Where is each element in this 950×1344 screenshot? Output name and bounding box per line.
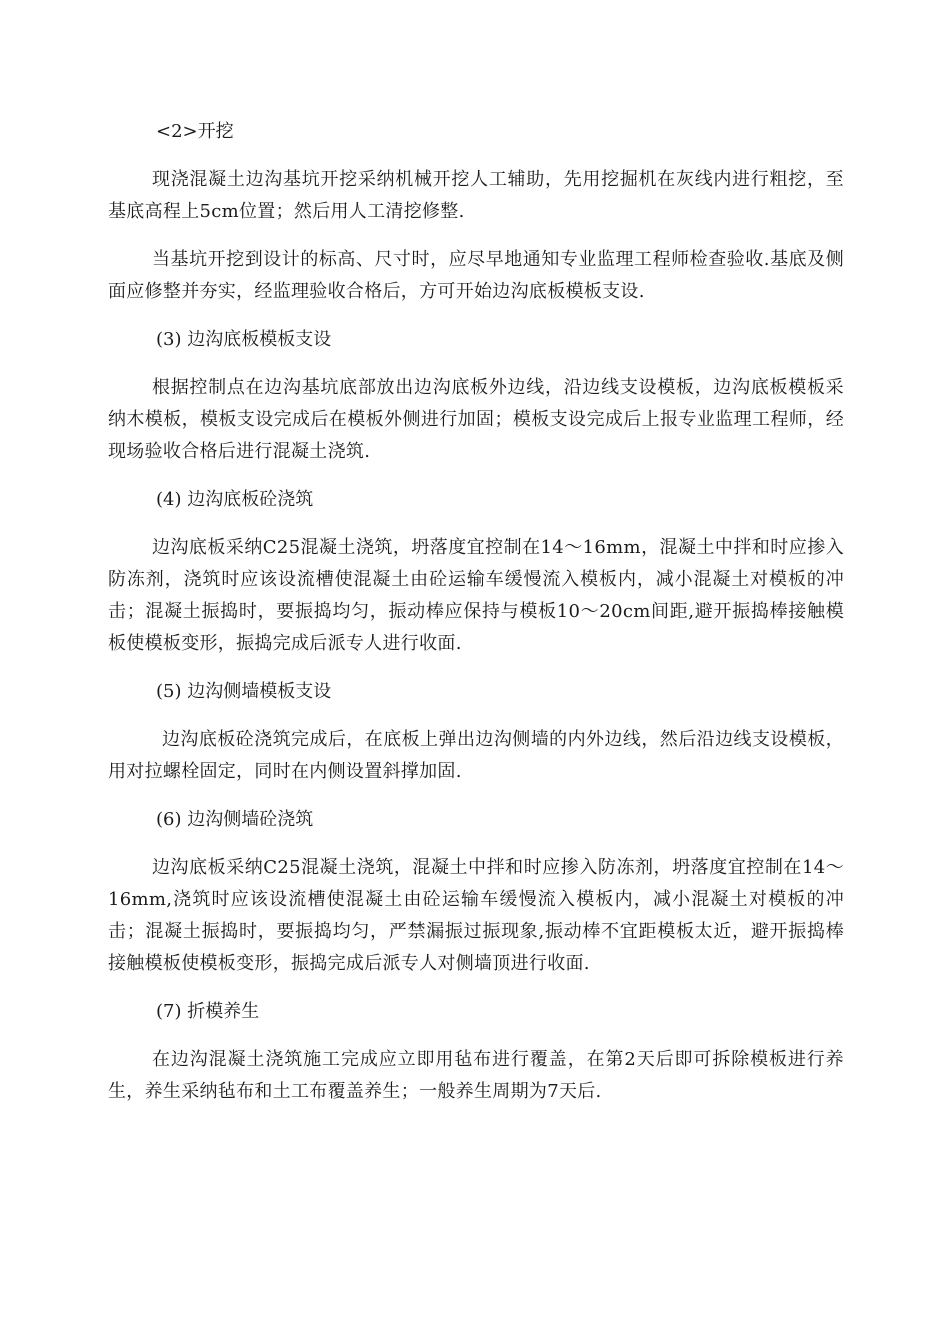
paragraph-excavation-inspection: 当基坑开挖到设计的标高、尺寸时，应尽早地通知专业监理工程师检查验收.基底及侧面应修整并夯实，经监理验收合格后，方可开始边沟底板模板支设. (108, 249, 844, 302)
document-page (108, 116, 844, 1108)
paragraph-curing: 在边沟混凝土浇筑施工完成应立即用毡布进行覆盖，在第2天后即可拆除模板进行养生，养生采纳毡布和土工布覆盖养生；一般养生周期为7天后. (108, 1049, 844, 1102)
section-heading-wall-pouring: (6) 边沟侧墙砼浇筑 (156, 809, 314, 830)
paragraph-bottom-formwork: 根据控制点在边沟基坑底部放出边沟底板外边线，沿边线支设模板，边沟底板模板采纳木模板，模板支设完成后在模板外侧进行加固；模板支设完成后上报专业监理工程师，经现场验收合格后进行混凝土浇筑. (108, 377, 844, 462)
paragraph-excavation-method: 现浇混凝土边沟基坑开挖采纳机械开挖人工辅助，先用挖掘机在灰线内进行粗挖，至基底高程上5cm位置；然后用人工清挖修整. (108, 169, 844, 222)
section-heading-bottom-pouring: (4) 边沟底板砼浇筑 (156, 489, 314, 510)
paragraph-wall-formwork: 边沟底板砼浇筑完成后，在底板上弹出边沟侧墙的内外边线，然后沿边线支设模板，用对拉螺栓固定，同时在内侧设置斜撑加固. (108, 729, 844, 782)
section-heading-wall-formwork: (5) 边沟侧墙模板支设 (156, 681, 332, 702)
section-heading-bottom-formwork: (3) 边沟底板模板支设 (156, 329, 332, 350)
paragraph-bottom-pouring: 边沟底板采纳C25混凝土浇筑，坍落度宜控制在14〜16mm，混凝土中拌和时应掺入防冻剂，浇筑时应该设流槽使混凝土由砼运输车缓慢流入模板内，减小混凝土对模板的冲击；混凝土振捣时，要振捣均匀，振动棒应保持与模板10〜20cm间距,避开振捣棒接触模板使模板变形，振捣完成后派专人进行收面. (108, 537, 844, 654)
paragraph-wall-pouring: 边沟底板采纳C25混凝土浇筑，混凝土中拌和时应掺入防冻剂，坍落度宜控制在14〜16mm,浇筑时应该设流槽使混凝土由砼运输车缓慢流入模板内，减小混凝土对模板的冲击；混凝土振捣时，要振捣均匀，严禁漏振过振现象,振动棒不宜距模板太近，避开振捣棒接触模板使模板变形，振捣完成后派专人对侧墙顶进行收面. (108, 857, 844, 974)
section-heading-excavation: <2>开挖 (156, 121, 234, 142)
section-heading-curing: (7) 折模养生 (156, 1001, 260, 1022)
